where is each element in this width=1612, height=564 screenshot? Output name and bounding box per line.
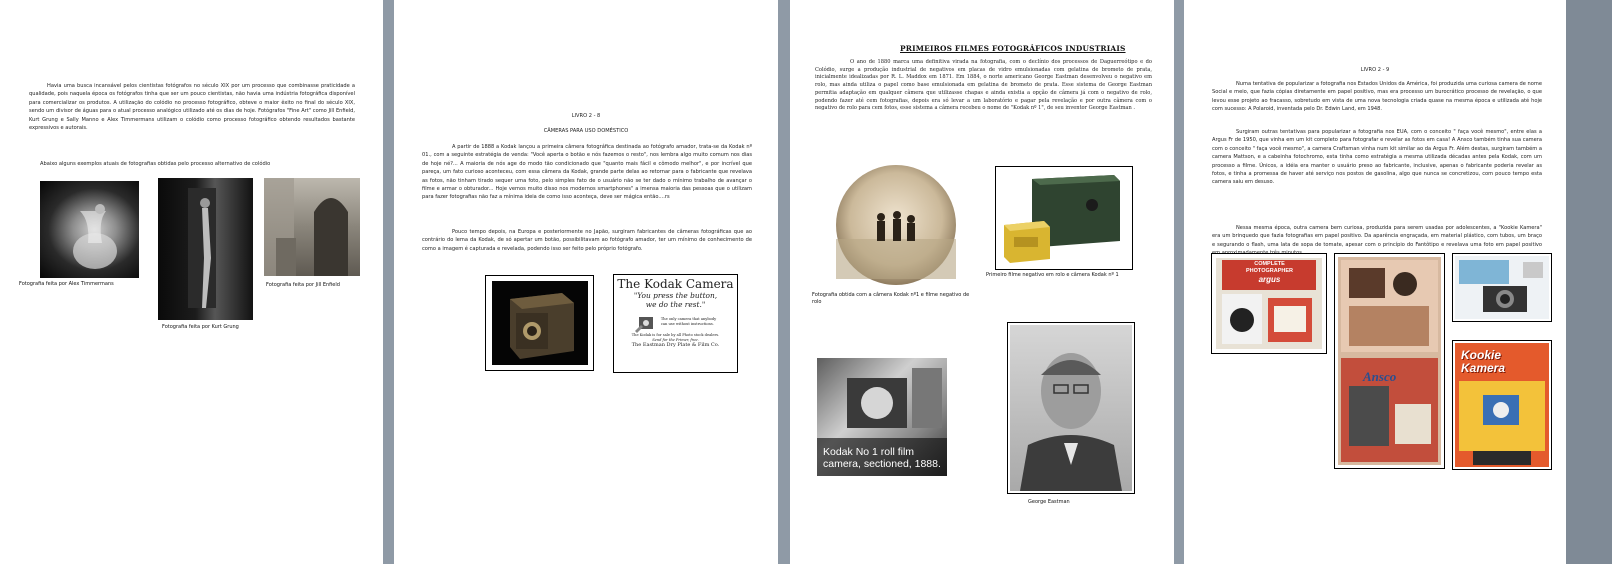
photo-round-kodak [835,163,957,287]
sectioned-overlay-line-1: Kodak No 1 roll film [823,446,915,458]
sectioned-overlay-caption [823,446,941,470]
page-3 [790,0,1174,564]
photo-jill-enfield [264,178,360,276]
right-gutter [1566,0,1612,564]
caption-first-film: Primeiro filme negativo em rolo e câmera Kodak nº 1 [986,272,1119,278]
page1-paragraph-2: Abaixo alguns exemplos atuais de fotografias obtidas pelo processo alternativo de colódio [40,161,271,167]
page-4 [1184,0,1566,564]
photo-kookie-kamera-frame [1452,340,1552,470]
page-2 [394,0,778,564]
page4-paragraph-3: Nessa mesma época, outra camera bem curiosa, produzida para serem usadas por adolescentes, a "Kookie Kamera" era um brinquedo que fazia fotografias em papel positivo. Da aparência engraçada, em material plástico, com tubos, um braço e segurando o flash, uma lata de sopa de tomate, apesar com o princípio do Fantôtipo e revelava uma foto em papel positivo [1212,225,1542,248]
photo-kurt-grung [158,178,253,320]
caption-round-photo: Fotografia obtida com a câmera Kodak nº1 e filme negativo de rolo [812,292,970,305]
page2-paragraph-1: A partir de 1888 a Kodak lançou a primeira câmera fotográfica destinada ao fotógrafo amador, trata-se da Kodak nº 01., com a seguinte estratégia de venda: "Você aperta o botão e nós fazemos o resto", nos lembra algo muito comum nos dias de hoje né?... A maioria de nós age do modo tão condicionado que "quanto mais fácil e cômodo melhor", e por incrível que pareça, um fato curioso aconteceu, com essa câmera da Kodak, grande parte delas ao retornar para o fabricante que revelava as fotos, não tinham tirado sequer uma foto, pelo simples fato de o usuário não se ter dado o mínimo trabalho de avançar o filme e armar o obturador... Hoje vemos muito disso nos modernos smartphones" a imensa maioria das pessoas que o utilizam para fazer fotografias não faz a mínima ideia de como isso aconteça, deve ser mágica então....rs [422,144,752,201]
ad-fine-4: Send for the Primer, free. [652,337,699,342]
sectioned-overlay-line-2: camera, sectioned, 1888. [823,458,941,470]
caption-george-eastman: George Eastman [1028,499,1070,505]
ad-company: The Eastman Dry Plate & Film Co. [631,342,720,349]
page3-title: PRIMEIROS FILMES FOTOGRÁFICOS INDUSTRIAIS [900,44,1126,53]
ansco-box-logo: Ansco [1363,369,1397,384]
ad-hand-camera-icon [635,311,657,333]
page2-title: CÂMERAS PARA USO DOMÉSTICO [543,128,629,134]
photo-argus-kit-frame [1211,253,1327,354]
photo-kodak-sectioned [817,358,947,476]
page1-paragraph-1: Havia uma busca incansável pelos cientistas fotógrafos no século XIX por um processo que combinasse praticidade a qualidade, pois naquela época os fotógrafos tinha que ser um pouco cientistas, não havia uma indústria fotográfica disponível para comercializar os produtos. A utilização do colódio no processo fotográfico, obteve o maior êxito no final do século XIX, sendo um divisor de águas para o atual processo analógico utilizado até os dias de hoje. Fotógrafos "Fine Art" como Jill Enfield, Kurt Grung e Sally Manno e Alex Timmermans utilizam o colódio como processo fotográfico obtendo resultados bastante expressivos e autorais. [29,83,355,132]
kookie-box-word-2: Kamera [1461,361,1506,375]
page4-paragraph-2: Surgiram outras tentativas para popularizar a fotografia nos EUA, com o conceito " faça você mesmo", entre elas a Argus Fr de 1950, que vinha em um kit completo para fotografar e revelar as fotos em casa! A Ansco também tinha sua camera com o conceito " faça você mesmo", a camera Craftsman vinha num kit similar ao da Argus Fr. Além destas, surgiram também a camera Mattson, e a cabeinha fotochromo, esta tinha como estratégia a mesma utilizada décadas antes pela Kodak, com um processo a filme. Únicos, a idéia era manter o usuário preso ao fabricante, inclusive, apenas o fabricante poderia revelar as fotos, e tinha a promessa de haver até serviço nos postos de gasolina, algo que nunca se concretizou, com pouco tempo esta camera saiu em desuso. [1212,129,1542,186]
page3-paragraph: O ano de 1880 marca uma definitiva virada na fotografia, com o declínio dos processos de Daguerreótipo e do Colódio, surge a produção industrial de negativos em placas de vidro emulsionadas com gelatina de brometo de prata, inicialmente idealizadas por R. L. Maddox em 1871. Em 1884, o norte americano George Eastman desenvolveu o negativo em rolo, mas ainda utiliza o papel como base emulsionada em gelatina de brometo de prata. Esse sistema de George Eastman permitia adaptação em qualquer câmera que utilizasse chapas e ainda existia a opção de câmera já com o negativo de rolo, podendo fazer até cem fotografias, depois era só levar a um laboratório e pagar pela revelação e por outra câmera com o negativo de rolo para cem fotos, esse sistema a câmera recebeu o nome de "Kodak nº 1", de seu inventor George Eastman . [815,59,1152,112]
photo-george-eastman [1010,325,1132,491]
photo-kodak-camera-frame [485,275,594,371]
page4-livro-label: LIVRO 2 - 9 [1360,67,1390,73]
photo-camera-set-frame [1452,253,1552,322]
ad-title: The Kodak Camera [617,277,734,291]
photo-george-eastman-frame [1007,322,1135,494]
page4-paragraph-1: Numa tentativa de popularizar a fotografia nos Estados Unidos da América, foi produzida uma curiosa camera de nome Social e meio, que fazia cópias diretamente em papel positivo, mas era processo um burocrático processo de revelação, o que levou esse projeto ao fracasso, sobretudo em vista de uma nova tecnologia criada quase na mesma época e utilizada até hoje com sucesso: A Polaroid, inventada pelo Dr. Edwin Land, em 1948. [1212,81,1542,113]
argus-box-photographer: PHOTOGRAPHER [1246,268,1293,274]
ad-fine-2: can use without instructions. [660,322,714,326]
ad-fine-3: The Kodak is for sale by all Photo stock dealers. [631,333,720,337]
photo-first-film-frame [995,166,1133,270]
caption-alex: Fotografia feita por Alex Timmermans [19,281,114,287]
ad-slogan-2: we do the rest." [645,300,706,309]
photo-ansco-kit [1335,254,1444,468]
kodak-advertisement [613,274,738,373]
kookie-box-word-1: Kookie [1461,348,1502,362]
page2-paragraph-2: Pouco tempo depois, na Europa e posteriormente no Japão, surgiram fabricantes de câmeras fotográficas que ao contrário do lema da Kodak, de só apertar um botão, possibilitavam ao fotógrafo amador, ter um mínimo de conhecimento de como a imagem é capturada e revelada, podendo isso ser feito pelo próprio fotógrafo. [422,229,752,252]
photo-camera-set [1453,254,1551,321]
argus-box-brand: argus [1258,275,1281,284]
photo-ansco-kit-frame [1334,253,1445,469]
photo-first-film-and-kodak [996,167,1132,269]
caption-jill: Fotografia feita por Jill Enfield [266,282,340,288]
argus-box-complete: COMPLETE [1254,261,1285,267]
photo-kodak-no1-camera [492,281,588,365]
photo-alex-timmermans [40,181,139,278]
page2-livro-label: LIVRO 2 - 8 [571,113,601,119]
ad-slogan-1: "You press the button, [633,291,718,300]
caption-kurt: Fotografia feita por Kurt Grung [162,324,239,330]
ad-fine-1: The only camera that anybody [660,317,717,322]
page-1 [0,0,383,564]
